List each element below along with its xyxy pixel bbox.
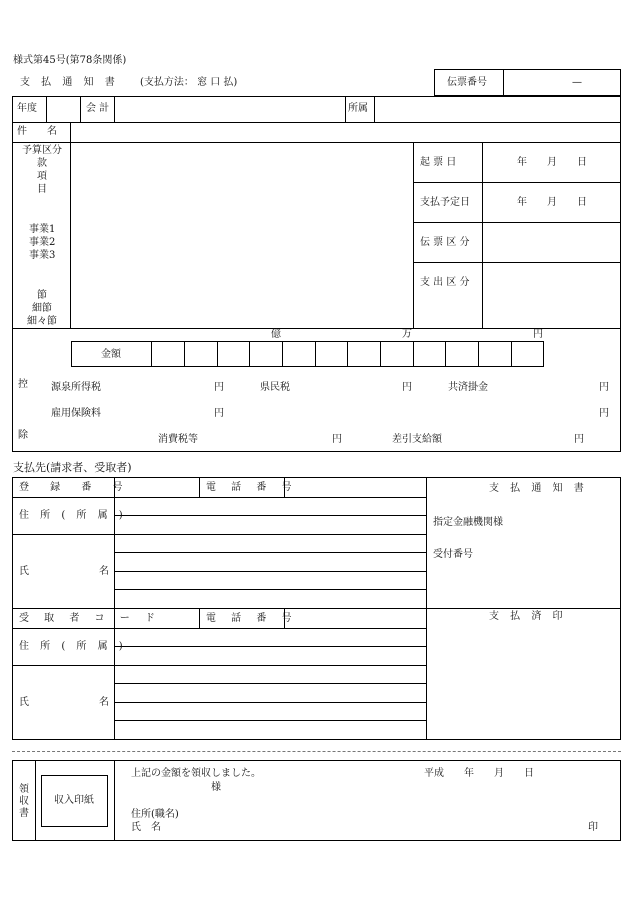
moku-label: 目 [37,184,47,195]
nendo-label: 年度 [17,103,37,114]
form-id: 様式第45号(第78条関係) [13,55,127,66]
kou-label: 項 [37,171,47,182]
koyo-yen: 円 [214,408,224,419]
uketsuke-label: 受付番号 [433,549,473,560]
shiharai-yotei-label: 支払予定日 [420,197,470,208]
toroku-label: 登 録 番 号 [19,482,132,493]
oku-unit: 億 [271,329,281,340]
kyosai-yen: 円 [599,382,609,393]
denpyo-kubun-label: 伝 票 区 分 [420,237,470,248]
receipt-sama: 様 [211,782,221,793]
shohizei-yen: 円 [332,434,342,445]
shohizei-label: 消費税等 [158,434,198,445]
kyosai-label: 共済掛金 [448,382,488,393]
denwa-label-2: 電 話 番 号 [206,613,298,624]
sashihiki-yen: 円 [574,434,584,445]
receipt-name: 氏 名 [131,822,161,833]
cut-line [12,751,621,752]
shi-label: 氏 [19,566,29,577]
gensen-yen: 円 [214,382,224,393]
bank-label: 指定金融機関様 [433,517,503,528]
paid-stamp-label: 支 払 済 印 [489,611,567,622]
setsu-label: 節 [37,290,47,301]
denwa-label: 電 話 番 号 [206,482,298,493]
jigyo3-label: 事業3 [29,250,56,261]
kenmin-label: 県民税 [260,382,290,393]
jusho-label: 住 所 ( 所 属 ) [19,510,127,521]
kingaku-label: 金額 [101,349,121,360]
man-unit: 万 [402,329,412,340]
jusho-label-2: 住 所 ( 所 属 ) [19,641,127,652]
notice-title: 支 払 通 知 書 [489,483,588,494]
kihyo-date: 年 月 日 [517,157,587,168]
uketori-code-label: 受 取 者 コ ー ド [19,613,161,624]
kan-label: 款 [37,158,47,169]
payment-method: (支払方法： 窓 口 払) [140,77,238,88]
shozoku-label: 所属 [348,103,368,114]
mei-label-2: 名 [99,697,109,708]
shi-label-2: 氏 [19,697,29,708]
amount-box [71,341,544,367]
gensen-label: 源泉所得税 [51,382,101,393]
jigyo2-label: 事業2 [29,237,56,248]
en-unit: 円 [533,329,543,340]
document-title: 支 払 通 知 書 [20,77,119,88]
sashihiki-label: 差引支給額 [392,434,442,445]
kenmin-yen: 円 [402,382,412,393]
mei-label: 名 [99,566,109,577]
shiharai-yotei-date: 年 月 日 [517,197,587,208]
receipt-address: 住所(職名) [131,809,179,820]
jo-label-deduction: 除 [18,430,28,441]
koyo-label: 雇用保険料 [51,408,101,419]
shishutsu-kubun-label: 支 出 区 分 [420,277,470,288]
yosan-label: 予算区分 [22,145,62,156]
receipt-label: 領収書 [19,784,29,819]
main-form [12,96,621,452]
slip-number-value: — [572,77,582,88]
kihyo-label: 起 票 日 [420,157,457,168]
kaikei-label: 会 計 [86,103,110,114]
saisaisetsu-label: 細々節 [27,316,57,327]
revenue-stamp-label: 収入印紙 [54,795,94,806]
kou-label-deduction: 控 [18,379,28,390]
saisetsu-label: 細節 [32,303,52,314]
kenmei-label: 件 名 [17,126,57,137]
payee-header: 支払先(請求者、受取者) [13,461,132,474]
seal-mark: 印 [588,822,598,833]
other-yen: 円 [599,408,609,419]
receipt-text: 上記の金額を領収しました。 [131,768,261,779]
jigyo1-label: 事業1 [29,224,56,235]
slip-number-label: 伝票番号 [447,77,487,88]
receipt-date: 平成 年 月 日 [424,768,534,779]
